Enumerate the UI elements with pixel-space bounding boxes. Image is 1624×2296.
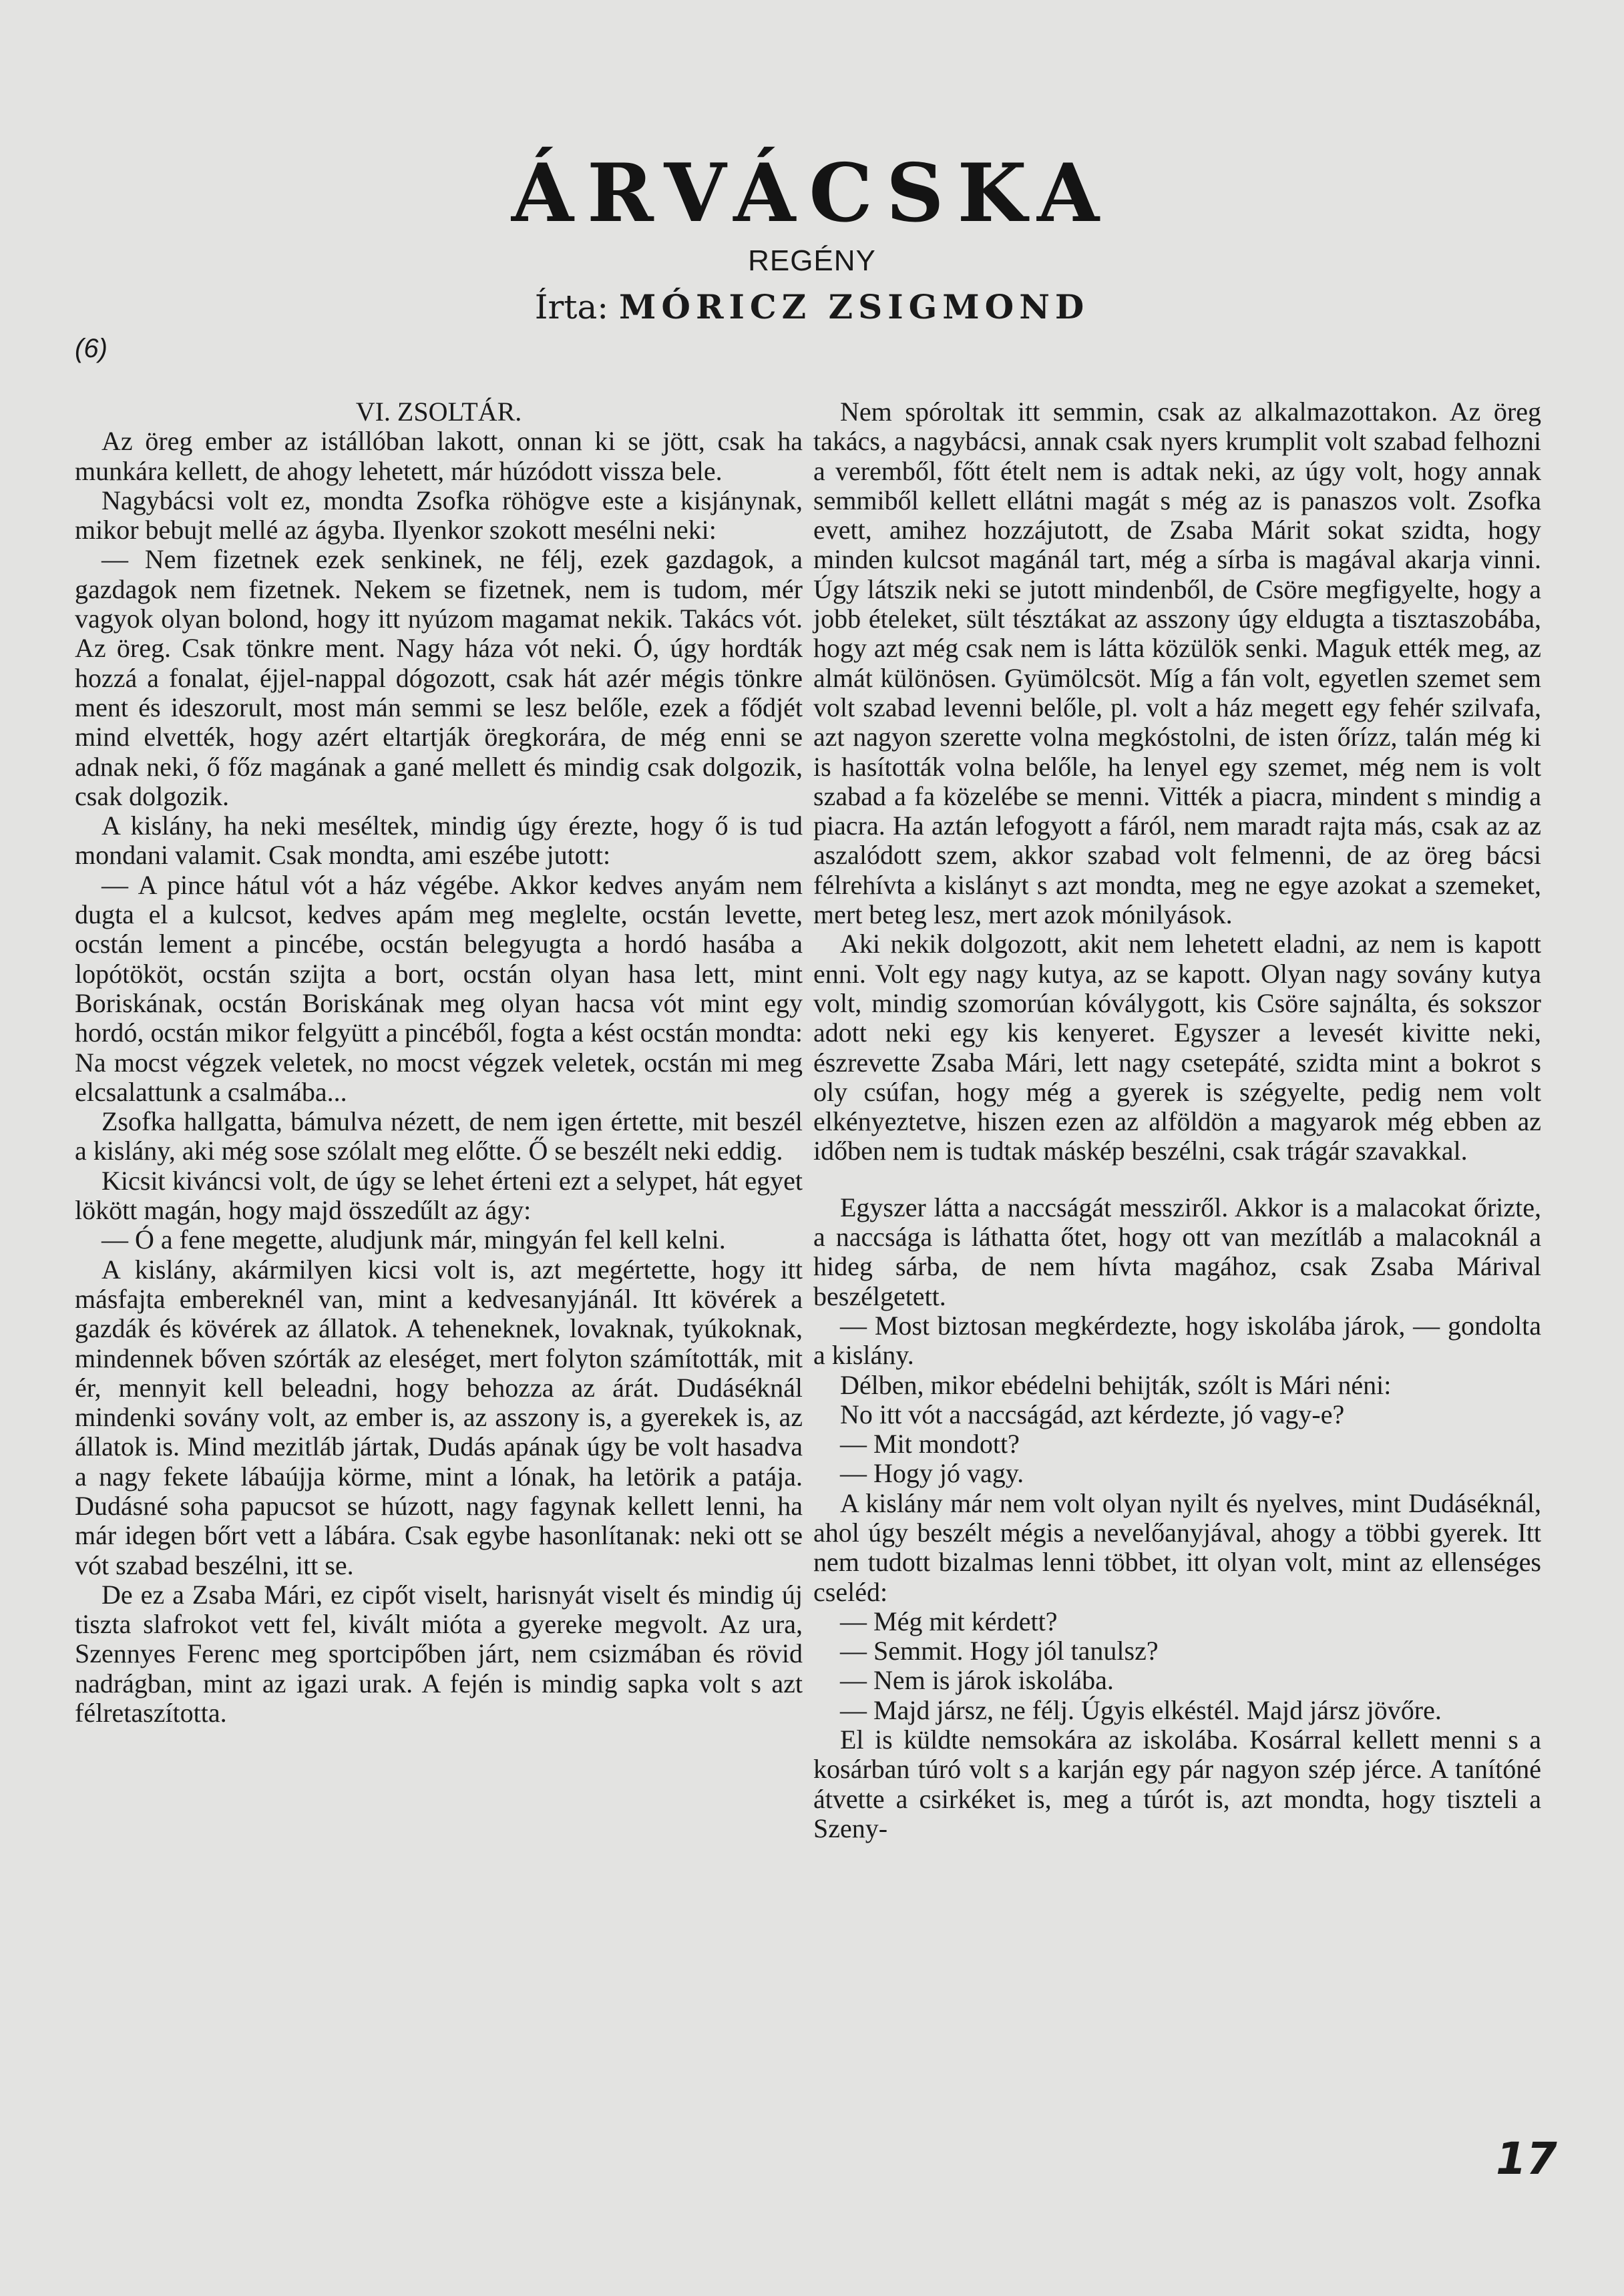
paragraph: Egyszer látta a naccságát messziről. Akkor is a malacokat őrizte, a naccsága is láthatta őtet, hogy ott van mezítláb a malacoknál a hideg sárba, de nem hívta magához, csak Zsaba Márival beszélgetett. bbox=[813, 1192, 1541, 1311]
paragraph: — Semmit. Hogy jól tanulsz? bbox=[840, 1636, 1159, 1666]
paragraph: A kislány, akármilyen kicsi volt is, azt megértette, hogy itt másfajta embereknél van, mint a kedvesanyjánál. Itt kövérek a gazdák és kövérek az állatok. A teheneknek, lovaknak, tyúkoknak, mindennek bőven szórták az eleséget, mert folyton számították, mit ér, mennyit kell beleadni, hogy behozza az árát. Dudáséknál mindenki sovány volt, az ember is, az asszony is, a gyerekek is, az állatok is. Mind mezitláb jártak, Dudás apának úgy be volt hasadva a nagy fekete lábaújja körme, mint a lónak, ha letörik a patája. Dudásné soha papucsot se húzott, nagy fagynak kellett lenni, ha már idegen bőrt vett a lábára. Csak egybe hasonlítanak: neki ott se vót szabad beszélni, itt se. bbox=[75, 1254, 803, 1580]
right-column bbox=[813, 397, 1541, 1843]
paragraph: — Nem fizetnek ezek senkinek, ne félj, ezek gazdagok, a gazdagok nem fizetnek. Nekem se fizetnek, nem is tudom, mér vagyok olyan bolond, hogy itt nyúzom magamat nekik. Takács vót. Az öreg. Csak tönkre ment. Nagy háza vót neki. Ó, úgy hordták hozzá a fonalat, éjjel-nappal dógozott, csak hát azér mégis tönkre ment és ideszorult, most mán semmi se lesz belőle, ezek a fődjét mind elvették, hogy azért eltartják öregkorára, de még enni se adnak neki, ő főz magának a gané mellett és mindig csak dolgozik, csak dolgozik. bbox=[75, 544, 803, 811]
paragraph: El is küldte nemsokára az iskolába. Kosárral kellett menni s a kosárban túró volt s a karján egy pár nagyon szép jérce. A tanítóné átvette a csirkéket is, meg a túrót is, azt mondta, hogy tiszteli a Szeny- bbox=[813, 1725, 1541, 1843]
novel-title: ÁRVÁCSKA bbox=[511, 146, 1113, 240]
paragraph: — Még mit kérdett? bbox=[840, 1606, 1058, 1636]
paragraph: — Nem is járok iskolába. bbox=[840, 1665, 1114, 1696]
paragraph: Kicsit kiváncsi volt, de úgy se lehet érteni ezt a selypet, hát egyet lökött magán, hogy majd összedűlt az ágy: bbox=[75, 1165, 803, 1226]
paragraph: — Mit mondott? bbox=[840, 1429, 1020, 1459]
byline-prefix: Írta: bbox=[534, 288, 609, 326]
paragraph: Nem spóroltak itt semmin, csak az alkalmazottakon. Az öreg takács, a nagybácsi, annak csak nyers krumplit volt szabad felhozni a veremből, főtt ételt nem is adtak neki, az úgy volt, hogy annak semmiből kellett ellátni magát s még az is panaszos volt. Zsofka evett, amihez hozzájutott, de Zsaba Márit sokat szidta, hogy minden kulcsot magánál tart, még a sírba is magával akarja vinni. Úgy látszik neki se jutott mindenből, de Csöre megfigyelte, hogy a jobb ételeket, sült tésztákat az asszony úgy eldugta a tisztaszobába, hogy azt még csak nem is látta közülök senki. Maguk ették meg, az almát különösen. Gyümölcsöt. Míg a fán volt, egyetlen szemet sem volt szabad levenni belőle, pl. volt a ház megett egy fehér szilvafa, azt nagyon szerette volna megkóstolni, de isten őrízz, talán még ki is hasították volna belőle, ha lenyel egy szemet, még nem is volt szabad a fa közelébe se menni. Vitték a piacra, mindent s mindig a piacra. Ha aztán lefogyott a fáról, nem maradt rajta más, csak az az aszalódott szem, akkor szabad volt felmenni, de az öreg bácsi félrehívta a kislányt s azt mondta, meg ne egye azokat a szemeket, mert beteg lesz, mert azok mónilyások. bbox=[813, 397, 1541, 930]
installment-number: (6) bbox=[75, 334, 108, 363]
paragraph: A kislány már nem volt olyan nyilt és nyelves, mint Dudáséknál, ahol úgy beszélt mégis a nevelőanyjával, ahogy a többi gyerek. Itt nem tudott bizalmas lenni többet, itt olyan volt, mint az ellenséges cseléd: bbox=[813, 1487, 1541, 1607]
paragraph: — Ó a fene megette, aludjunk már, mingyán fel kell kelni. bbox=[102, 1224, 726, 1255]
paragraph: — Hogy jó vagy. bbox=[840, 1458, 1024, 1489]
genre-label: REGÉNY bbox=[748, 244, 876, 277]
paragraph: Zsofka hallgatta, bámulva nézett, de nem igen értette, mit beszél a kislány, aki még sose szólalt meg előtte. Ő se beszélt neki eddig. bbox=[75, 1106, 803, 1166]
paragraph: — Most biztosan megkérdezte, hogy iskolába járok, — gondolta a kislány. bbox=[813, 1310, 1541, 1371]
paragraph: No itt vót a naccságád, azt kérdezte, jó vagy-e? bbox=[840, 1399, 1345, 1429]
paragraph: Aki nekik dolgozott, akit nem lehetett eladni, az nem is kapott enni. Volt egy nagy kutya, az se kapott. Olyan nagy sovány kutya volt, mindig szomorúan kóválygott, kis Csöre sajnálta, és sokszor adott neki egy kis kenyeret. Egyszer a levesét kivitte neki, észrevette Zsaba Mári, lett nagy csetepáté, szidta mint a bokrot s oly csúfan, hogy még a gyerek is szégyelte, pedig nem volt elkényeztetve, hiszen ezen az alföldön a magyarok még ebben az időben nem is tudtak máskép beszélni, csak trágár szavakkal. bbox=[813, 929, 1541, 1166]
author-name: MÓRICZ ZSIGMOND bbox=[619, 287, 1090, 326]
left-column bbox=[75, 397, 803, 1728]
paragraph: Az öreg ember az istállóban lakott, onnan ki se jött, csak ha munkára kellett, de ahogy lehetett, már húzódott vissza bele. bbox=[75, 426, 803, 486]
paragraph: — A pince hátul vót a ház végébe. Akkor kedves anyám nem dugta el a kulcsot, kedves apám meg meglelte, ocstán levette, ocstán lement a pincébe, ocstán belegyugta a hordó hasába a lopótököt, ocstán szijta a bort, ocstán olyan hasa lett, mint Boriskának, ocstán Boriskának meg olyan hacsa vót mint egy hordó, ocstán mikor felgyütt a pincéből, fogta a kést ocstán mondta: Na mocst végzek veletek, no mocst végzek veletek, ocstán mi meg elcsalattunk a csalmába... bbox=[75, 869, 803, 1107]
paragraph: — Majd jársz, ne félj. Úgyis elkéstél. Majd jársz jövőre. bbox=[840, 1694, 1442, 1725]
page-number: 17 bbox=[1496, 2133, 1557, 2185]
byline bbox=[0, 287, 1624, 327]
chapter-heading: VI. ZSOLTÁR. bbox=[355, 397, 522, 427]
paragraph: Délben, mikor ebédelni behijták, szólt is Mári néni: bbox=[840, 1369, 1392, 1400]
paragraph: A kislány, ha neki meséltek, mindig úgy érezte, hogy ő is tud mondani valamit. Csak mondta, ami eszébe jutott: bbox=[75, 811, 803, 871]
paragraph: De ez a Zsaba Mári, ez cipőt viselt, harisnyát viselt és mindig új tiszta slafrokot vett fel, kivált mióta a gyereke megvolt. Az ura, Szennyes Ferenc meg sportcipőben járt, nem csizmában és rövid nadrágban, mint az igazi urak. A fején is mindig sapka volt s azt félretaszította. bbox=[75, 1579, 803, 1729]
paragraph: Nagybácsi volt ez, mondta Zsofka röhögve este a kisjánynak, mikor bebujt mellé az ágyba. Ilyenkor szokott mesélni neki: bbox=[75, 485, 803, 545]
